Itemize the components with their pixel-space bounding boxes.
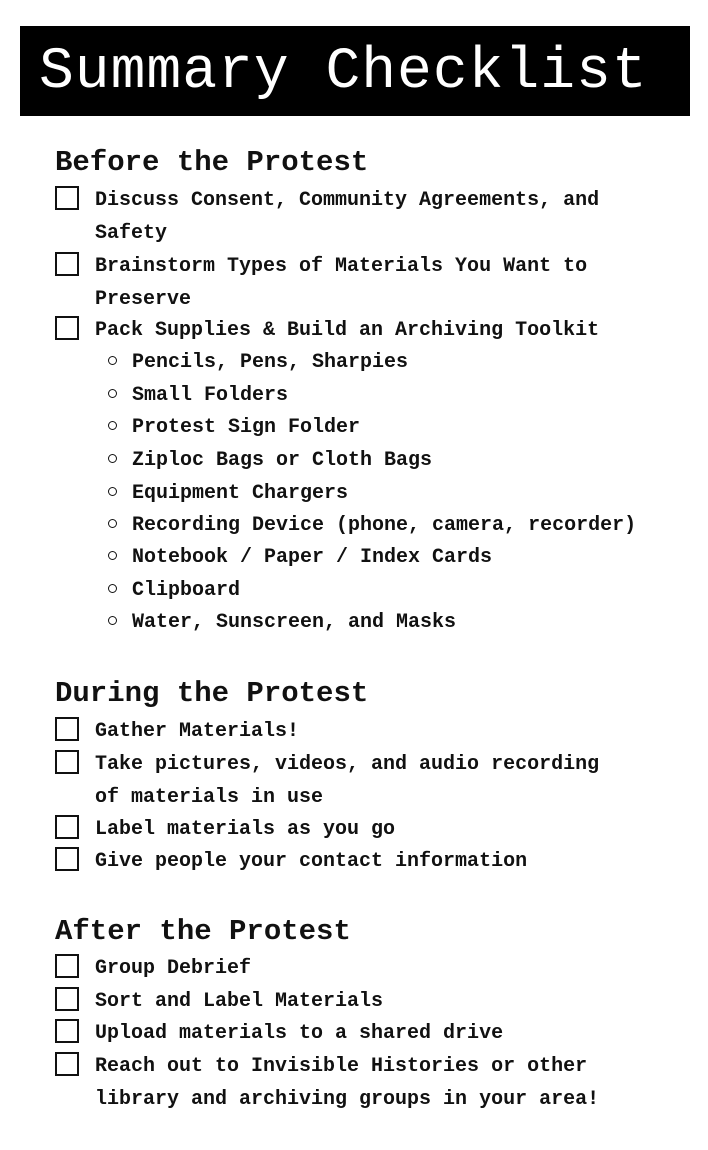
supply-list-item — [108, 574, 240, 607]
checklist-item-label: Pack Supplies & Build an Archiving Toolkit — [95, 319, 600, 342]
checkbox-icon[interactable] — [55, 1019, 79, 1043]
bullet-icon — [108, 519, 117, 528]
bullet-icon — [108, 356, 117, 365]
bullet-icon — [108, 551, 117, 560]
supply-label: Recording Device (phone, camera, recorder) — [132, 514, 637, 537]
supply-list-item — [108, 541, 492, 574]
supply-label: Notebook / Paper / Index Cards — [132, 546, 493, 569]
checklist-item-label: Brainstorm Types of Materials You Want to Preserve — [95, 255, 588, 311]
checklist-item-label: Sort and Label Materials — [95, 990, 384, 1013]
supply-list-item — [108, 606, 456, 639]
checklist-item[interactable] — [55, 1017, 635, 1050]
checklist-item-label: Group Debrief — [95, 957, 252, 980]
checklist-item[interactable] — [55, 748, 635, 814]
supply-list-item — [108, 411, 360, 444]
checklist-item[interactable] — [55, 985, 635, 1018]
checklist-item[interactable] — [55, 845, 635, 878]
checklist-item-label: Gather Materials! — [95, 720, 300, 743]
checkbox-icon[interactable] — [55, 717, 79, 741]
bullet-icon — [108, 421, 117, 430]
checklist-item-label: Label materials as you go — [95, 818, 396, 841]
checklist-item[interactable] — [55, 715, 635, 748]
supply-label: Clipboard — [132, 579, 241, 602]
bullet-icon — [108, 584, 117, 593]
supply-list-item — [108, 444, 432, 477]
bullet-icon — [108, 389, 117, 398]
supply-label: Pencils, Pens, Sharpies — [132, 351, 409, 374]
supply-label: Water, Sunscreen, and Masks — [132, 611, 457, 634]
checkbox-icon[interactable] — [55, 815, 79, 839]
section-title-after: After the Protest — [55, 915, 351, 948]
checklist-item[interactable] — [55, 1050, 635, 1116]
checkbox-icon[interactable] — [55, 750, 79, 774]
checkbox-icon[interactable] — [55, 316, 79, 340]
supply-label: Equipment Chargers — [132, 482, 349, 505]
checklist-item[interactable] — [55, 314, 635, 347]
checklist-item[interactable] — [55, 813, 635, 846]
checklist-item-label: Reach out to Invisible Histories or other library and archiving groups in your area! — [95, 1055, 600, 1111]
checklist-item-label: Take pictures, videos, and audio recording of materials in use — [95, 753, 600, 809]
section-title-before: Before the Protest — [55, 146, 369, 179]
checklist-item-label: Give people your contact information — [95, 850, 528, 873]
supply-label: Protest Sign Folder — [132, 416, 361, 439]
checklist-item[interactable] — [55, 952, 635, 985]
supply-list-item — [108, 477, 348, 510]
checkbox-icon[interactable] — [55, 252, 79, 276]
bullet-icon — [108, 487, 117, 496]
section-title-during: During the Protest — [55, 677, 369, 710]
supply-label: Small Folders — [132, 384, 289, 407]
supply-list-item — [108, 346, 408, 379]
checkbox-icon[interactable] — [55, 1052, 79, 1076]
bullet-icon — [108, 616, 117, 625]
supply-label: Ziploc Bags or Cloth Bags — [132, 449, 433, 472]
checklist-item-label: Discuss Consent, Community Agreements, and Safety — [95, 189, 600, 245]
checkbox-icon[interactable] — [55, 987, 79, 1011]
checklist-item[interactable] — [55, 250, 635, 316]
checklist-item-label: Upload materials to a shared drive — [95, 1022, 504, 1045]
checkbox-icon[interactable] — [55, 847, 79, 871]
bullet-icon — [108, 454, 117, 463]
checkbox-icon[interactable] — [55, 954, 79, 978]
checkbox-icon[interactable] — [55, 186, 79, 210]
page-title: Summary Checklist — [39, 40, 648, 105]
title-banner — [20, 26, 690, 116]
checklist-item[interactable] — [55, 184, 635, 250]
supply-list-item — [108, 379, 288, 412]
supply-list-item — [108, 509, 636, 542]
